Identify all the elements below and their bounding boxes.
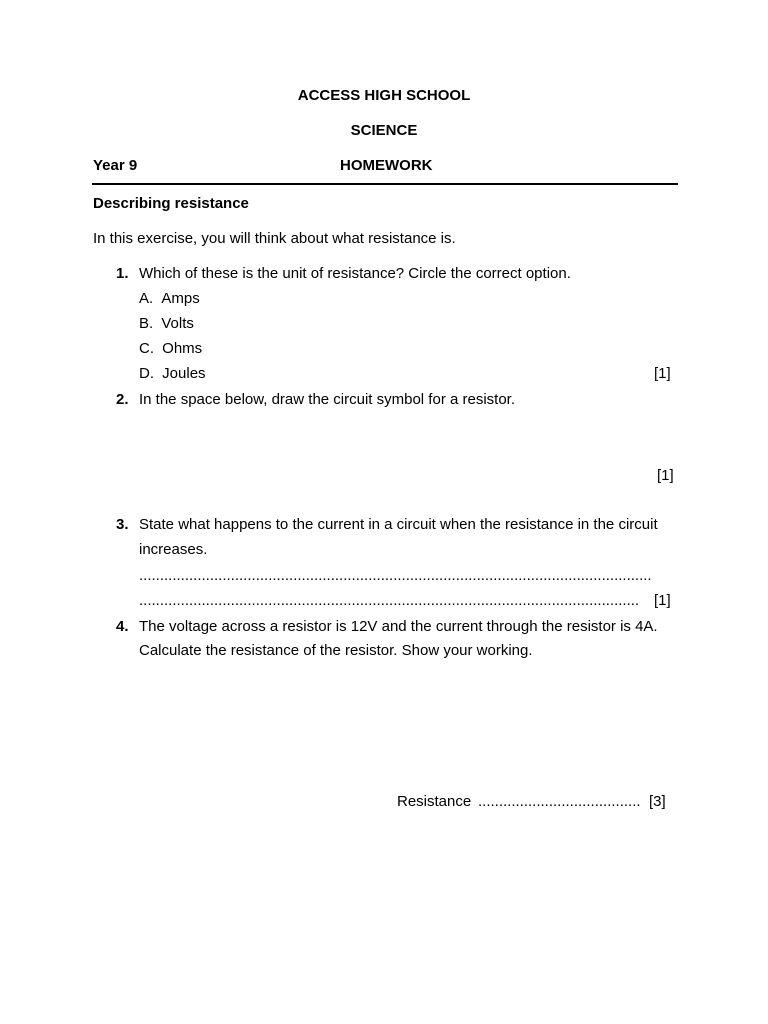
question-4-number: 4.: [116, 618, 129, 635]
answer-line-1[interactable]: ...........................................................................................................................: [139, 567, 652, 584]
school-name: ACCESS HIGH SCHOOL: [297, 87, 471, 104]
option-label: Amps: [161, 290, 200, 307]
question-3-number: 3.: [116, 516, 129, 533]
resistance-label: Resistance: [397, 793, 472, 810]
homework-label: HOMEWORK: [340, 157, 433, 174]
option-letter: B.: [139, 315, 154, 332]
question-4-text-line-1: The voltage across a resistor is 12V and the current through the resistor is 4A.: [139, 618, 658, 635]
header-divider: [92, 183, 678, 185]
option-label: Joules: [162, 365, 206, 382]
option-label: Ohms: [162, 340, 203, 357]
option-d[interactable]: [139, 365, 206, 383]
option-label: Volts: [161, 315, 194, 332]
question-3-marks: [1]: [654, 592, 671, 609]
question-2-number: 2.: [116, 391, 129, 408]
option-letter: D.: [139, 365, 154, 382]
resistance-answer-line[interactable]: .......................................: [478, 793, 641, 810]
option-c[interactable]: [139, 340, 202, 358]
subject-title: SCIENCE: [350, 122, 418, 139]
option-b[interactable]: [139, 315, 194, 333]
question-3-text-line-2: increases.: [139, 541, 208, 558]
question-2-marks: [1]: [657, 467, 674, 484]
question-4-marks: [3]: [649, 793, 666, 810]
option-letter: A.: [139, 290, 154, 307]
section-intro: In this exercise, you will think about what resistance is.: [93, 230, 456, 247]
option-letter: C.: [139, 340, 154, 357]
option-a[interactable]: [139, 290, 200, 308]
answer-line-2[interactable]: ........................................................................................................................: [139, 592, 640, 609]
question-4-text-line-2: Calculate the resistance of the resistor. Show your working.: [139, 642, 533, 659]
question-1-text: Which of these is the unit of resistance? Circle the correct option.: [139, 265, 571, 282]
section-title: Describing resistance: [93, 195, 249, 212]
question-1-marks: [1]: [654, 365, 671, 382]
question-2-text: In the space below, draw the circuit symbol for a resistor.: [139, 391, 516, 408]
question-1-number: 1.: [116, 265, 129, 282]
year-label: Year 9: [93, 157, 138, 174]
question-3-text-line-1: State what happens to the current in a circuit when the resistance in the circuit: [139, 516, 658, 533]
